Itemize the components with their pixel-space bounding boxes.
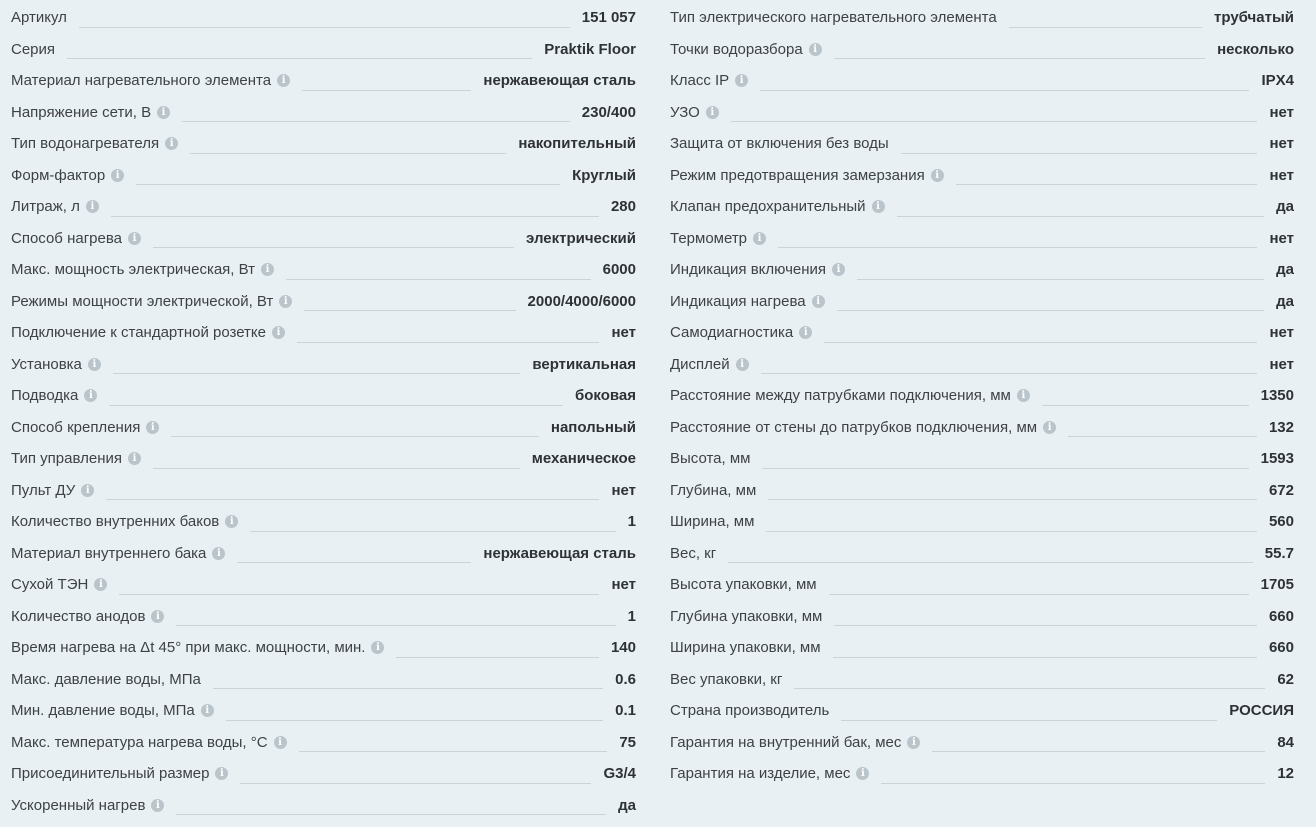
spec-value: G3/4 xyxy=(603,765,636,783)
info-icon[interactable]: i xyxy=(94,578,107,591)
spec-label-text: Тип водонагревателя xyxy=(11,135,160,153)
spec-label-text: Макс. давление воды, МПа xyxy=(11,670,201,688)
leader-line xyxy=(834,624,1257,626)
specifications-table xyxy=(11,2,1294,821)
info-icon[interactable]: i xyxy=(279,295,292,308)
leader-line xyxy=(881,782,1265,784)
spec-value: 230/400 xyxy=(581,103,636,121)
spec-value: накопительный xyxy=(518,135,636,153)
leader-line xyxy=(768,498,1257,500)
spec-label-text: Ширина, мм xyxy=(670,513,755,531)
info-icon[interactable]: i xyxy=(157,106,170,119)
spec-row xyxy=(11,286,636,318)
spec-label-text: Ускоренный нагрев xyxy=(11,796,146,814)
spec-label-text: Самодиагностика xyxy=(670,324,794,342)
spec-value: механическое xyxy=(531,450,636,468)
spec-value: 75 xyxy=(619,733,636,751)
spec-row xyxy=(11,727,636,759)
leader-line xyxy=(213,687,603,689)
info-icon[interactable]: i xyxy=(735,74,748,87)
spec-value: да xyxy=(1276,261,1294,279)
info-icon[interactable]: i xyxy=(736,358,749,371)
leader-line xyxy=(304,309,515,311)
info-icon[interactable]: i xyxy=(261,263,274,276)
spec-value: нержавеющая сталь xyxy=(483,544,636,562)
info-icon[interactable]: i xyxy=(277,74,290,87)
spec-label xyxy=(11,387,97,404)
spec-value: да xyxy=(1276,292,1294,310)
info-icon[interactable]: i xyxy=(809,43,822,56)
leader-line xyxy=(67,57,532,59)
spec-label-text: Материал внутреннего бака xyxy=(11,544,207,562)
spec-label-text: Индикация включения xyxy=(670,261,827,279)
spec-row xyxy=(670,538,1294,570)
spec-label xyxy=(11,293,292,310)
spec-label-text: Способ нагрева xyxy=(11,229,122,247)
spec-value: нет xyxy=(1269,166,1294,184)
spec-row xyxy=(11,254,636,286)
leader-line xyxy=(897,215,1265,217)
spec-value: нет xyxy=(1269,135,1294,153)
info-icon[interactable]: i xyxy=(753,232,766,245)
leader-line xyxy=(250,530,615,532)
spec-row xyxy=(11,632,636,664)
spec-value: да xyxy=(1276,198,1294,216)
spec-label-text: Страна производитель xyxy=(670,702,830,720)
spec-label-text: Тип управления xyxy=(11,450,122,468)
spec-label xyxy=(670,765,869,782)
spec-label-text: Расстояние между патрубками подключения, мм xyxy=(670,387,1011,405)
spec-row xyxy=(11,758,636,790)
spec-value: Praktik Floor xyxy=(544,40,636,58)
info-icon[interactable]: i xyxy=(111,169,124,182)
leader-line xyxy=(182,120,570,122)
spec-label xyxy=(670,545,716,562)
spec-row xyxy=(11,223,636,255)
spec-row xyxy=(11,790,636,822)
spec-value: да xyxy=(618,796,636,814)
info-icon[interactable]: i xyxy=(1017,389,1030,402)
spec-row xyxy=(670,632,1294,664)
spec-row xyxy=(670,569,1294,601)
spec-row xyxy=(670,664,1294,696)
spec-label xyxy=(670,104,719,121)
spec-value: вертикальная xyxy=(532,355,636,373)
spec-label xyxy=(11,9,67,26)
spec-row xyxy=(11,317,636,349)
spec-column-left xyxy=(11,2,636,821)
spec-row xyxy=(11,506,636,538)
info-icon[interactable]: i xyxy=(84,389,97,402)
spec-label-text: Материал нагревательного элемента xyxy=(11,72,272,90)
spec-label-text: Гарантия на внутренний бак, мес xyxy=(670,733,902,751)
spec-value: трубчатый xyxy=(1214,9,1294,27)
leader-line xyxy=(302,89,471,91)
spec-label-text: Подключение к стандартной розетке xyxy=(11,324,266,342)
spec-label xyxy=(11,324,285,341)
spec-label xyxy=(670,734,920,751)
spec-value: 1 xyxy=(627,513,636,531)
spec-row xyxy=(11,569,636,601)
info-icon[interactable]: i xyxy=(165,137,178,150)
spec-row xyxy=(670,695,1294,727)
spec-label-text: УЗО xyxy=(670,103,700,121)
info-icon[interactable]: i xyxy=(371,641,384,654)
leader-line xyxy=(226,719,603,721)
spec-label-text: Способ крепления xyxy=(11,418,141,436)
spec-row xyxy=(670,65,1294,97)
spec-label xyxy=(11,261,274,278)
spec-value: 1705 xyxy=(1260,576,1294,594)
spec-label xyxy=(670,513,754,530)
spec-label xyxy=(670,702,829,719)
leader-line xyxy=(153,246,514,248)
spec-row xyxy=(670,349,1294,381)
spec-label xyxy=(670,41,822,58)
spec-row xyxy=(11,2,636,34)
leader-line xyxy=(176,813,606,815)
spec-label xyxy=(670,167,944,184)
spec-label xyxy=(11,702,214,719)
spec-label-text: Тип электрического нагревательного элемента xyxy=(670,9,997,27)
leader-line xyxy=(79,26,570,28)
spec-label-text: Артикул xyxy=(11,9,67,27)
spec-row xyxy=(670,475,1294,507)
spec-value: 672 xyxy=(1268,481,1294,499)
spec-label xyxy=(11,135,178,152)
spec-row xyxy=(670,97,1294,129)
spec-label xyxy=(11,734,287,751)
spec-row xyxy=(670,317,1294,349)
spec-label-text: Макс. температура нагрева воды, °С xyxy=(11,733,268,751)
spec-label xyxy=(11,513,238,530)
spec-row xyxy=(11,128,636,160)
spec-label-text: Время нагрева на Δt 45° при макс. мощности, мин. xyxy=(11,639,366,657)
spec-row xyxy=(670,758,1294,790)
spec-label xyxy=(670,72,748,89)
spec-value: 84 xyxy=(1277,733,1294,751)
spec-value: нержавеющая сталь xyxy=(483,72,636,90)
leader-line xyxy=(833,656,1257,658)
spec-label-text: Режимы мощности электрической, Вт xyxy=(11,292,274,310)
info-icon[interactable]: i xyxy=(201,704,214,717)
spec-row xyxy=(670,223,1294,255)
info-icon[interactable]: i xyxy=(212,547,225,560)
spec-row xyxy=(670,2,1294,34)
spec-row xyxy=(670,601,1294,633)
spec-column-right xyxy=(670,2,1294,821)
info-icon[interactable]: i xyxy=(931,169,944,182)
spec-label-text: Глубина, мм xyxy=(670,481,757,499)
spec-label xyxy=(670,671,782,688)
spec-value: 0.6 xyxy=(615,670,636,688)
spec-label-text: Серия xyxy=(11,40,56,58)
leader-line xyxy=(106,498,599,500)
spec-label xyxy=(11,419,159,436)
spec-row xyxy=(11,191,636,223)
spec-label xyxy=(11,104,170,121)
leader-line xyxy=(153,467,520,469)
spec-value: РОССИЯ xyxy=(1229,702,1294,720)
info-icon[interactable]: i xyxy=(151,799,164,812)
spec-label-text: Класс IP xyxy=(670,72,730,90)
spec-label-text: Расстояние от стены до патрубков подключения, мм xyxy=(670,418,1038,436)
spec-row xyxy=(670,254,1294,286)
spec-row xyxy=(11,349,636,381)
spec-row xyxy=(11,601,636,633)
spec-label xyxy=(670,576,817,593)
spec-value: 2000/4000/6000 xyxy=(527,292,636,310)
spec-label xyxy=(11,482,94,499)
spec-label xyxy=(670,356,749,373)
leader-line xyxy=(136,183,560,185)
spec-label-text: Режим предотвращения замерзания xyxy=(670,166,925,184)
spec-row xyxy=(670,160,1294,192)
spec-label-text: Подводка xyxy=(11,387,79,405)
spec-label xyxy=(11,797,164,814)
leader-line xyxy=(761,372,1258,374)
spec-value: 560 xyxy=(1268,513,1294,531)
spec-label xyxy=(11,545,225,562)
leader-line xyxy=(932,750,1265,752)
spec-label-text: Гарантия на изделие, мес xyxy=(670,765,851,783)
spec-label xyxy=(670,230,766,247)
leader-line xyxy=(834,57,1205,59)
spec-row xyxy=(670,412,1294,444)
spec-label xyxy=(11,167,124,184)
info-icon[interactable]: i xyxy=(832,263,845,276)
info-icon[interactable]: i xyxy=(215,767,228,780)
leader-line xyxy=(109,404,563,406)
spec-label-text: Напряжение сети, В xyxy=(11,103,152,121)
leader-line xyxy=(778,246,1257,248)
spec-label xyxy=(670,639,821,656)
spec-label xyxy=(670,387,1030,404)
spec-label xyxy=(670,198,885,215)
leader-line xyxy=(171,435,539,437)
spec-label-text: Высота, мм xyxy=(670,450,751,468)
info-icon[interactable]: i xyxy=(81,484,94,497)
spec-value: напольный xyxy=(550,418,636,436)
leader-line xyxy=(240,782,591,784)
leader-line xyxy=(190,152,506,154)
spec-label-text: Сухой ТЭН xyxy=(11,576,89,594)
spec-value: 1593 xyxy=(1260,450,1294,468)
spec-value: 1350 xyxy=(1260,387,1294,405)
info-icon[interactable]: i xyxy=(907,736,920,749)
spec-label xyxy=(11,41,55,58)
spec-label xyxy=(11,608,164,625)
leader-line xyxy=(760,89,1249,91)
spec-value: электрический xyxy=(526,229,636,247)
info-icon[interactable]: i xyxy=(812,295,825,308)
spec-row xyxy=(670,443,1294,475)
spec-label-text: Мин. давление воды, МПа xyxy=(11,702,195,720)
spec-row xyxy=(670,506,1294,538)
spec-value: 140 xyxy=(610,639,636,657)
spec-label-text: Литраж, л xyxy=(11,198,80,216)
spec-label-text: Вес упаковки, кг xyxy=(670,670,783,688)
spec-label xyxy=(11,198,99,215)
spec-label xyxy=(11,765,228,782)
info-icon[interactable]: i xyxy=(872,200,885,213)
leader-line xyxy=(841,719,1217,721)
spec-value: 660 xyxy=(1268,639,1294,657)
spec-value: нет xyxy=(611,481,636,499)
info-icon[interactable]: i xyxy=(706,106,719,119)
spec-label-text: Высота упаковки, мм xyxy=(670,576,817,594)
spec-label-text: Присоединительный размер xyxy=(11,765,210,783)
spec-label xyxy=(670,135,889,152)
spec-row xyxy=(11,443,636,475)
spec-value: 62 xyxy=(1277,670,1294,688)
leader-line xyxy=(1068,435,1257,437)
spec-label xyxy=(11,576,107,593)
leader-line xyxy=(299,750,608,752)
spec-value: 1 xyxy=(627,607,636,625)
spec-label-text: Дисплей xyxy=(670,355,730,373)
spec-row xyxy=(11,65,636,97)
leader-line xyxy=(1009,26,1202,28)
spec-label-text: Защита от включения без воды xyxy=(670,135,889,153)
spec-row xyxy=(670,727,1294,759)
spec-value: несколько xyxy=(1217,40,1294,58)
leader-line xyxy=(113,372,520,374)
spec-value: IPX4 xyxy=(1261,72,1294,90)
leader-line xyxy=(794,687,1265,689)
spec-row xyxy=(11,412,636,444)
spec-label-text: Глубина упаковки, мм xyxy=(670,607,823,625)
spec-label xyxy=(11,72,290,89)
info-icon[interactable]: i xyxy=(151,610,164,623)
spec-label xyxy=(670,608,822,625)
spec-value: Круглый xyxy=(572,166,636,184)
spec-label xyxy=(11,639,384,656)
leader-line xyxy=(829,593,1249,595)
leader-line xyxy=(119,593,599,595)
info-icon[interactable]: i xyxy=(146,421,159,434)
leader-line xyxy=(762,467,1248,469)
info-icon[interactable]: i xyxy=(856,767,869,780)
leader-line xyxy=(837,309,1265,311)
spec-row xyxy=(11,695,636,727)
spec-value: 660 xyxy=(1268,607,1294,625)
spec-row xyxy=(670,34,1294,66)
spec-value: нет xyxy=(1269,324,1294,342)
leader-line xyxy=(824,341,1257,343)
leader-line xyxy=(1042,404,1249,406)
spec-row xyxy=(11,160,636,192)
spec-value: нет xyxy=(611,324,636,342)
spec-row xyxy=(670,380,1294,412)
info-icon[interactable]: i xyxy=(799,326,812,339)
spec-label-text: Индикация нагрева xyxy=(670,292,806,310)
spec-value: нет xyxy=(1269,229,1294,247)
spec-label-text: Установка xyxy=(11,355,82,373)
spec-row xyxy=(11,538,636,570)
spec-value: нет xyxy=(1269,103,1294,121)
spec-value: 280 xyxy=(610,198,636,216)
spec-label-text: Вес, кг xyxy=(670,544,717,562)
spec-label xyxy=(11,671,201,688)
spec-label-text: Макс. мощность электрическая, Вт xyxy=(11,261,256,279)
leader-line xyxy=(396,656,599,658)
spec-label xyxy=(670,450,750,467)
info-icon[interactable]: i xyxy=(128,232,141,245)
spec-label xyxy=(670,293,825,310)
spec-label-text: Пульт ДУ xyxy=(11,481,76,499)
info-icon[interactable]: i xyxy=(88,358,101,371)
spec-row xyxy=(11,664,636,696)
leader-line xyxy=(956,183,1258,185)
spec-label xyxy=(670,324,812,341)
spec-label-text: Термометр xyxy=(670,229,748,247)
spec-label-text: Ширина упаковки, мм xyxy=(670,639,821,657)
spec-value: нет xyxy=(611,576,636,594)
spec-value: 12 xyxy=(1277,765,1294,783)
spec-value: 0.1 xyxy=(615,702,636,720)
info-icon[interactable]: i xyxy=(86,200,99,213)
leader-line xyxy=(901,152,1258,154)
spec-row xyxy=(670,286,1294,318)
spec-value: 151 057 xyxy=(581,9,636,27)
info-icon[interactable]: i xyxy=(225,515,238,528)
info-icon[interactable]: i xyxy=(272,326,285,339)
spec-label xyxy=(11,450,141,467)
spec-label-text: Точки водоразбора xyxy=(670,40,803,58)
leader-line xyxy=(111,215,599,217)
spec-label xyxy=(670,261,845,278)
leader-line xyxy=(176,624,615,626)
spec-value: 55.7 xyxy=(1264,544,1294,562)
spec-label xyxy=(11,230,141,247)
spec-row xyxy=(11,475,636,507)
spec-value: 6000 xyxy=(602,261,636,279)
spec-row xyxy=(11,380,636,412)
leader-line xyxy=(766,530,1257,532)
leader-line xyxy=(297,341,599,343)
leader-line xyxy=(731,120,1258,122)
leader-line xyxy=(286,278,591,280)
spec-value: 132 xyxy=(1268,418,1294,436)
spec-label xyxy=(11,356,101,373)
info-icon[interactable]: i xyxy=(1043,421,1056,434)
spec-row xyxy=(670,191,1294,223)
spec-label-text: Количество внутренних баков xyxy=(11,513,220,531)
leader-line xyxy=(857,278,1264,280)
info-icon[interactable]: i xyxy=(128,452,141,465)
spec-label-text: Клапан предохранительный xyxy=(670,198,866,216)
info-icon[interactable]: i xyxy=(274,736,287,749)
spec-row xyxy=(11,34,636,66)
spec-row xyxy=(11,97,636,129)
spec-label-text: Форм-фактор xyxy=(11,166,106,184)
leader-line xyxy=(237,561,471,563)
leader-line xyxy=(728,561,1253,563)
spec-label-text: Количество анодов xyxy=(11,607,146,625)
spec-row xyxy=(670,128,1294,160)
spec-label xyxy=(670,419,1056,436)
spec-value: нет xyxy=(1269,355,1294,373)
spec-value: боковая xyxy=(574,387,636,405)
spec-label xyxy=(670,482,756,499)
spec-label xyxy=(670,9,997,26)
